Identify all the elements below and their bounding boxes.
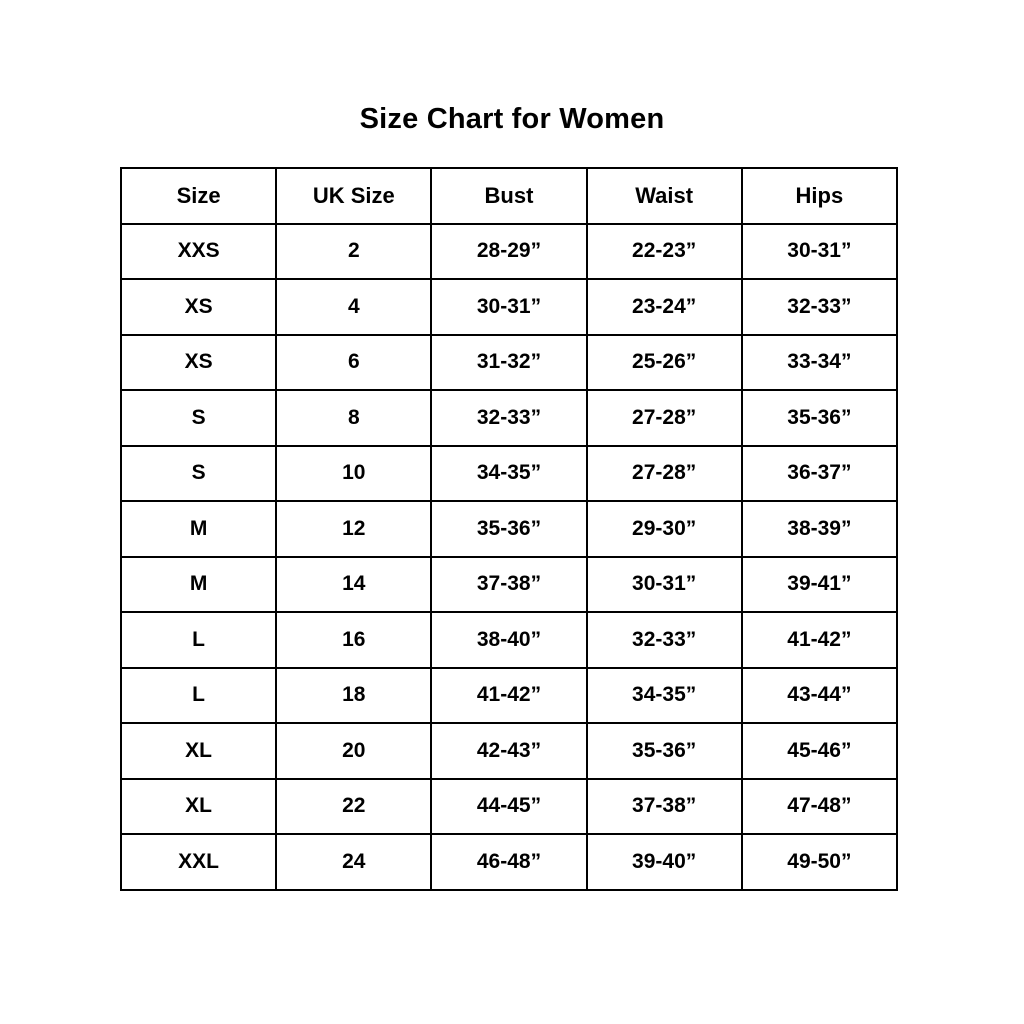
table-cell: 44-45” <box>431 779 586 835</box>
table-cell: 12 <box>276 501 431 557</box>
table-row <box>121 501 897 557</box>
column-header-hips: Hips <box>742 168 897 224</box>
table-cell: 38-39” <box>742 501 897 557</box>
size-chart-table <box>120 167 898 891</box>
table-row <box>121 612 897 668</box>
header-row <box>121 168 897 224</box>
table-cell: 27-28” <box>587 390 742 446</box>
table-cell: 49-50” <box>742 834 897 890</box>
table-cell: 2 <box>276 224 431 280</box>
table-cell: L <box>121 668 276 724</box>
table-cell: 32-33” <box>587 612 742 668</box>
table-row <box>121 446 897 502</box>
table-header <box>121 168 897 224</box>
table-cell: S <box>121 446 276 502</box>
table-cell: M <box>121 557 276 613</box>
table-cell: 35-36” <box>742 390 897 446</box>
table-cell: XS <box>121 335 276 391</box>
table-cell: 8 <box>276 390 431 446</box>
page-title: Size Chart for Women <box>359 103 665 135</box>
table-cell: 32-33” <box>431 390 586 446</box>
table-cell: 6 <box>276 335 431 391</box>
table-row <box>121 224 897 280</box>
table-cell: 29-30” <box>587 501 742 557</box>
table-cell: 45-46” <box>742 723 897 779</box>
table-cell: 36-37” <box>742 446 897 502</box>
table-row <box>121 335 897 391</box>
table-cell: 42-43” <box>431 723 586 779</box>
table-cell: 47-48” <box>742 779 897 835</box>
table-cell: 34-35” <box>431 446 586 502</box>
table-cell: S <box>121 390 276 446</box>
table-cell: XS <box>121 279 276 335</box>
table-cell: 39-41” <box>742 557 897 613</box>
table-cell: 23-24” <box>587 279 742 335</box>
table-cell: XXS <box>121 224 276 280</box>
table-cell: 18 <box>276 668 431 724</box>
table-row <box>121 668 897 724</box>
table-cell: 24 <box>276 834 431 890</box>
table-cell: 31-32” <box>431 335 586 391</box>
table-cell: XXL <box>121 834 276 890</box>
table-cell: XL <box>121 723 276 779</box>
table-row <box>121 779 897 835</box>
column-header-waist: Waist <box>587 168 742 224</box>
table-row <box>121 834 897 890</box>
column-header-bust: Bust <box>431 168 586 224</box>
table-cell: M <box>121 501 276 557</box>
table-cell: 37-38” <box>431 557 586 613</box>
table-cell: 46-48” <box>431 834 586 890</box>
table-cell: XL <box>121 779 276 835</box>
table-row <box>121 390 897 446</box>
table-cell: 37-38” <box>587 779 742 835</box>
column-header-size: Size <box>121 168 276 224</box>
table-cell: 30-31” <box>742 224 897 280</box>
table-cell: 10 <box>276 446 431 502</box>
table-cell: 30-31” <box>431 279 586 335</box>
table-cell: 43-44” <box>742 668 897 724</box>
table-cell: 22-23” <box>587 224 742 280</box>
table-cell: L <box>121 612 276 668</box>
table-cell: 33-34” <box>742 335 897 391</box>
column-header-uk-size: UK Size <box>276 168 431 224</box>
table-row <box>121 279 897 335</box>
table-cell: 25-26” <box>587 335 742 391</box>
table-cell: 35-36” <box>587 723 742 779</box>
table-cell: 39-40” <box>587 834 742 890</box>
table-cell: 22 <box>276 779 431 835</box>
table-cell: 41-42” <box>742 612 897 668</box>
table-body <box>121 224 897 890</box>
table-cell: 34-35” <box>587 668 742 724</box>
table-cell: 16 <box>276 612 431 668</box>
table-cell: 32-33” <box>742 279 897 335</box>
table-cell: 38-40” <box>431 612 586 668</box>
table-cell: 28-29” <box>431 224 586 280</box>
table-cell: 27-28” <box>587 446 742 502</box>
table-cell: 30-31” <box>587 557 742 613</box>
table-cell: 4 <box>276 279 431 335</box>
table-row <box>121 723 897 779</box>
table-cell: 14 <box>276 557 431 613</box>
table-cell: 20 <box>276 723 431 779</box>
table-cell: 41-42” <box>431 668 586 724</box>
table-row <box>121 557 897 613</box>
table-cell: 35-36” <box>431 501 586 557</box>
